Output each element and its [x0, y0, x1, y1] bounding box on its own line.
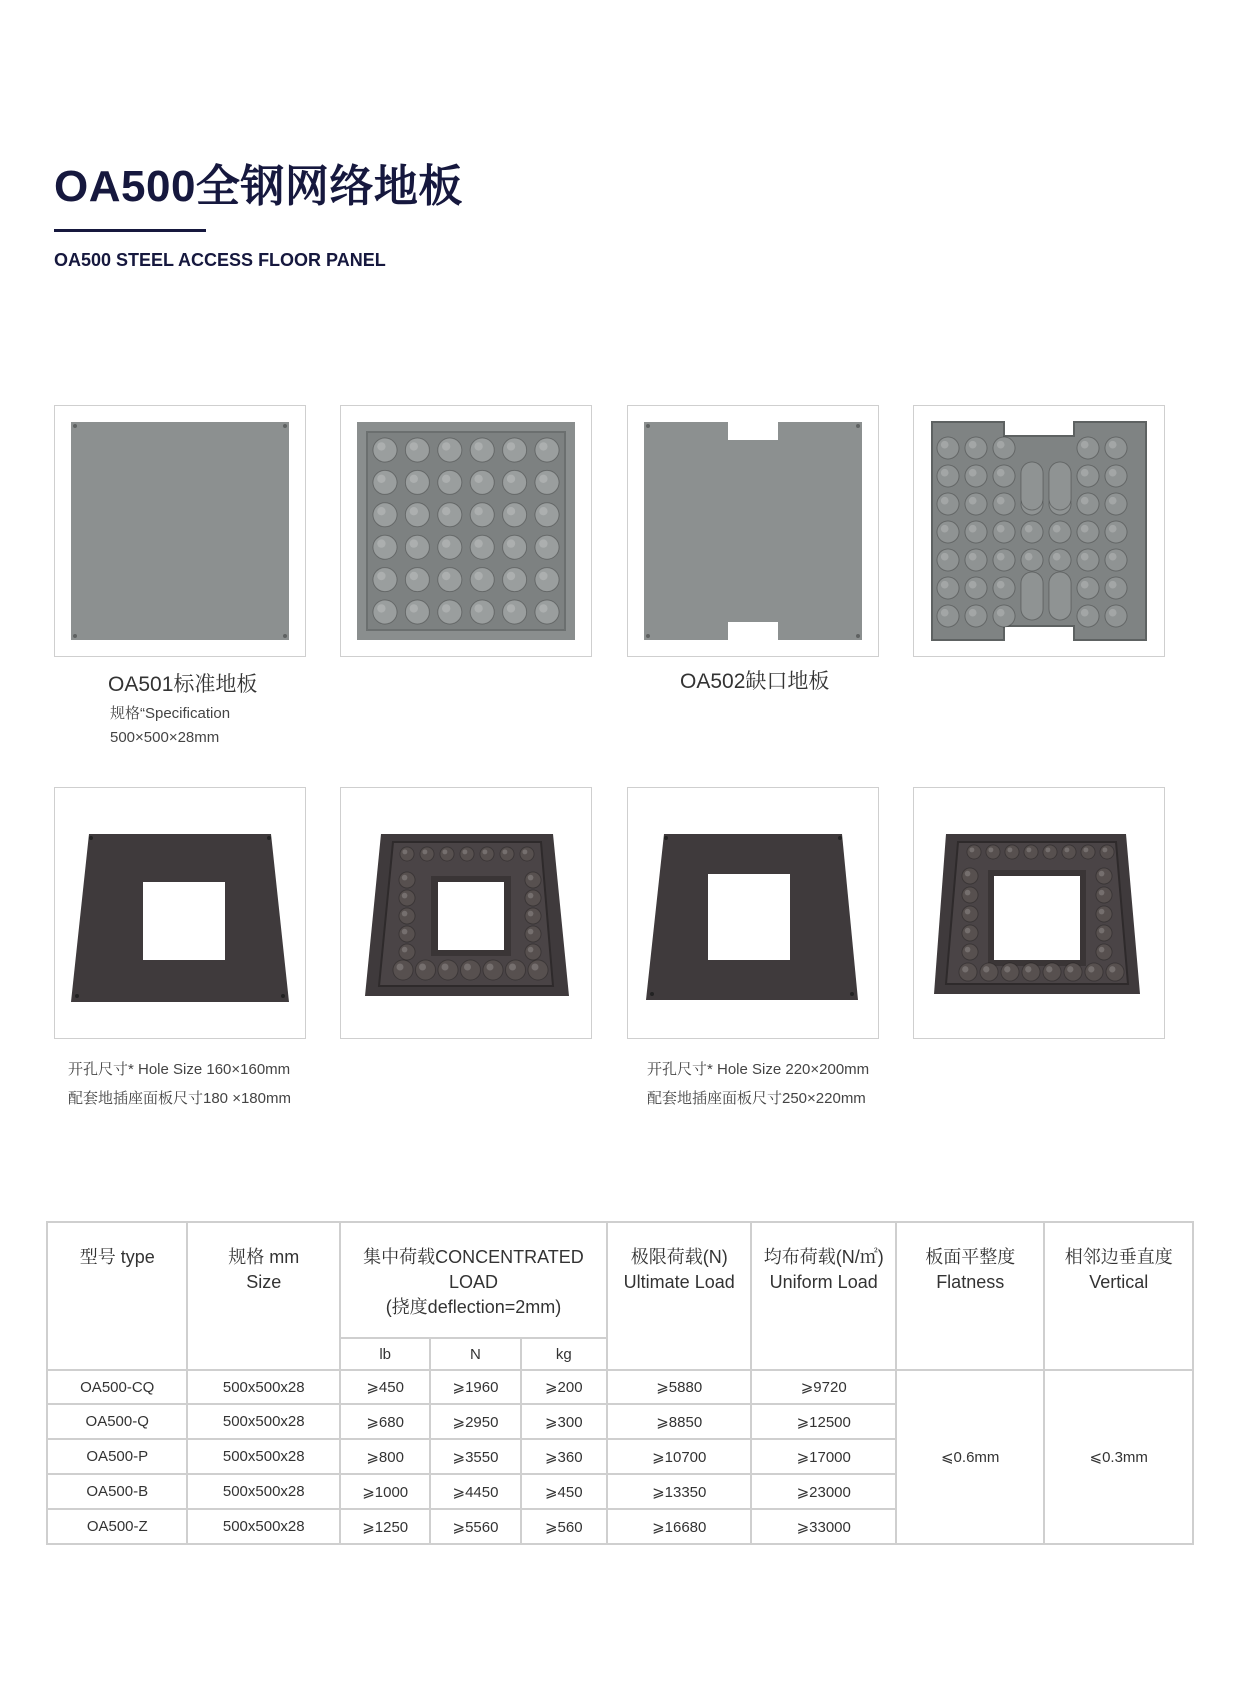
cell-kg: ⩾300 — [521, 1404, 607, 1439]
cell-n: ⩾2950 — [430, 1404, 520, 1439]
cell-uniform: ⩾33000 — [751, 1509, 896, 1544]
cell-n: ⩾1960 — [430, 1370, 520, 1404]
cell-lb: ⩾450 — [340, 1370, 430, 1404]
cell-ultimate: ⩾13350 — [607, 1474, 752, 1509]
cell-uniform: ⩾17000 — [751, 1439, 896, 1474]
cell-kg: ⩾450 — [521, 1474, 607, 1509]
cell-uniform: ⩾23000 — [751, 1474, 896, 1509]
hole-size-220-caption: 开孔尺寸* Hole Size 220×200mm — [647, 1061, 870, 1078]
cell-type: OA500-Z — [47, 1509, 187, 1544]
cell-lb: ⩾800 — [340, 1439, 430, 1474]
cell-lb: ⩾1250 — [340, 1509, 430, 1544]
cell-type: OA500-CQ — [47, 1370, 187, 1404]
cell-size: 500x500x28 — [187, 1370, 340, 1404]
page-subtitle: OA500 STEEL ACCESS FLOOR PANEL — [54, 250, 386, 270]
hole-panel-160-top-photo — [54, 787, 306, 1039]
oa501-caption: OA501标准地板 — [108, 673, 258, 696]
cell-uniform: ⩾12500 — [751, 1404, 896, 1439]
header-flatness: 板面平整度 Flatness — [896, 1222, 1045, 1370]
header-vertical: 相邻边垂直度 Vertical — [1044, 1222, 1193, 1370]
oa501-top-photo — [54, 405, 306, 657]
cell-ultimate: ⩾8850 — [607, 1404, 752, 1439]
socket-size-250-caption: 配套地插座面板尺寸250×220mm — [647, 1090, 866, 1107]
hole-panel-220-top-photo — [627, 787, 879, 1039]
cell-size: 500x500x28 — [187, 1404, 340, 1439]
cell-vertical: ⩽0.3mm — [1044, 1370, 1193, 1544]
hole-panel-220-bottom-photo — [913, 787, 1165, 1039]
header-type: 型号 type — [47, 1222, 187, 1370]
cell-flatness: ⩽0.6mm — [896, 1370, 1045, 1544]
cell-type: OA500-P — [47, 1439, 187, 1474]
socket-size-180-caption: 配套地插座面板尺寸180 ×180mm — [68, 1090, 291, 1107]
cell-ultimate: ⩾16680 — [607, 1509, 752, 1544]
cell-kg: ⩾360 — [521, 1439, 607, 1474]
unit-kg: kg — [521, 1338, 607, 1370]
header-concentrated-load: 集中荷载CONCENTRATED LOAD (挠度deflection=2mm) — [340, 1222, 607, 1338]
cell-type: OA500-Q — [47, 1404, 187, 1439]
oa501-spec-value: 500×500×28mm — [110, 729, 220, 746]
cell-size: 500x500x28 — [187, 1439, 340, 1474]
oa502-bottom-photo — [913, 405, 1165, 657]
cell-n: ⩾3550 — [430, 1439, 520, 1474]
page-title: OA500全钢网络地板 — [54, 162, 463, 211]
cell-kg: ⩾560 — [521, 1509, 607, 1544]
hole-panel-160-bottom-photo — [340, 787, 592, 1039]
unit-lb: lb — [340, 1338, 430, 1370]
cell-n: ⩾4450 — [430, 1474, 520, 1509]
cell-type: OA500-B — [47, 1474, 187, 1509]
oa501-bottom-photo — [340, 405, 592, 657]
header-ultimate-load: 极限荷载(N) Ultimate Load — [607, 1222, 752, 1370]
cell-ultimate: ⩾5880 — [607, 1370, 752, 1404]
oa502-caption: OA502缺口地板 — [680, 670, 830, 693]
cell-ultimate: ⩾10700 — [607, 1439, 752, 1474]
cell-size: 500x500x28 — [187, 1509, 340, 1544]
cell-n: ⩾5560 — [430, 1509, 520, 1544]
cell-lb: ⩾1000 — [340, 1474, 430, 1509]
oa502-top-photo — [627, 405, 879, 657]
table-row — [47, 1370, 1193, 1404]
header-uniform-load: 均布荷载(N/㎡) Uniform Load — [751, 1222, 896, 1370]
cell-kg: ⩾200 — [521, 1370, 607, 1404]
unit-n: N — [430, 1338, 520, 1370]
spec-table — [46, 1221, 1194, 1545]
header-size: 规格 mm Size — [187, 1222, 340, 1370]
cell-uniform: ⩾9720 — [751, 1370, 896, 1404]
oa501-spec-label: 规格“Specification — [110, 705, 231, 722]
cell-lb: ⩾680 — [340, 1404, 430, 1439]
cell-size: 500x500x28 — [187, 1474, 340, 1509]
title-underline — [54, 229, 206, 232]
hole-size-160-caption: 开孔尺寸* Hole Size 160×160mm — [68, 1061, 291, 1078]
